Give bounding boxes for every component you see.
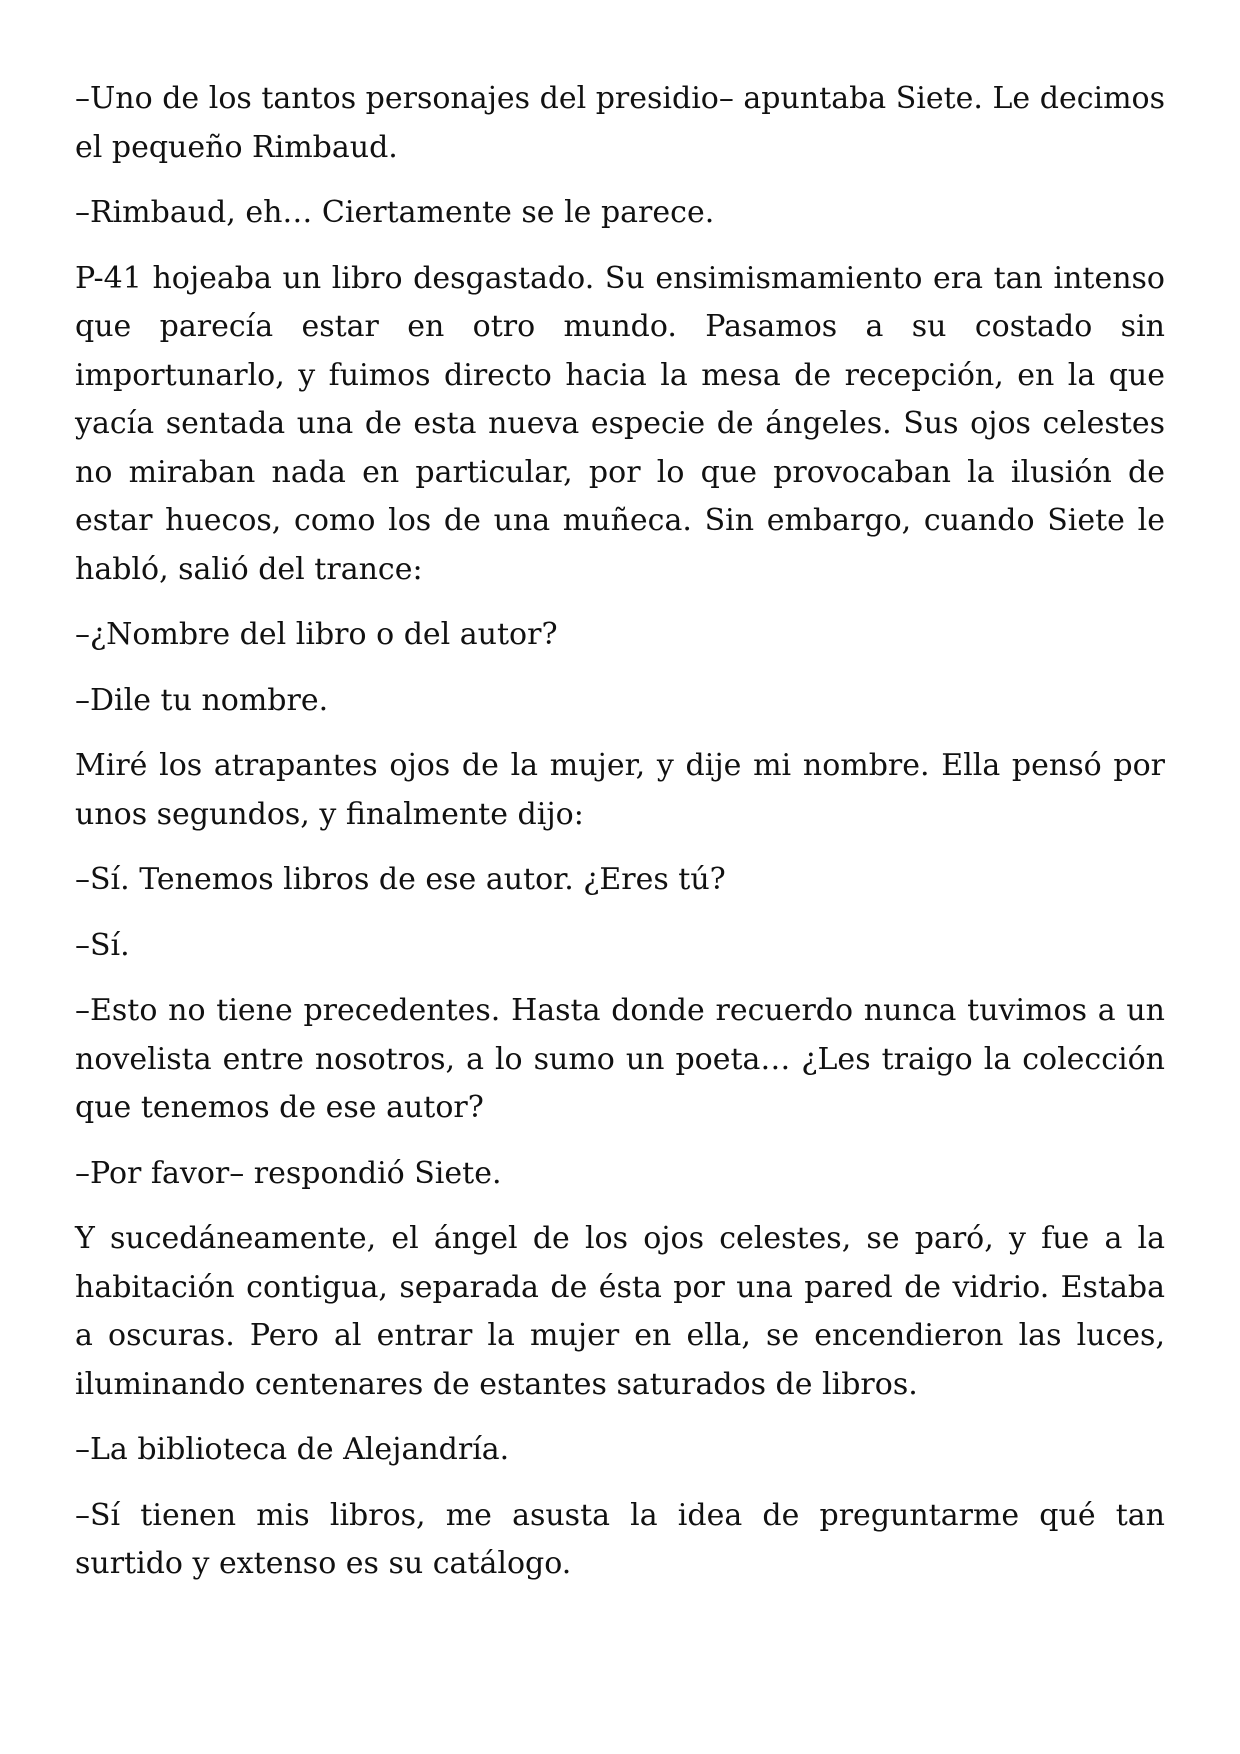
paragraph-4: –¿Nombre del libro o del autor? [75, 617, 558, 652]
paragraph-12: –La biblioteca de Alejandría. [75, 1432, 510, 1467]
paragraph-2: –Rimbaud, eh… Ciertamente se le parece. [75, 195, 715, 230]
paragraph-9: –Esto no tiene precedentes. Hasta donde recuerdo nunca tuvimos a un novelista entre nosotros, a lo sumo un poeta… ¿Les traigo la colección que tenemos de ese autor? [75, 993, 1165, 1125]
paragraph-11: Y sucedáneamente, el ángel de los ojos celestes, se paró, y fue a la habitación contigua, separada de ésta por una pared de vidrio. Estaba a oscuras. Pero al entrar la mujer en ella, se encendieron las luces, iluminando centenares de estantes saturados de libros. [75, 1221, 1165, 1402]
paragraph-8: –Sí. [75, 927, 130, 963]
paragraph-6: Miré los atrapantes ojos de la mujer, y dije mi nombre. Ella pensó por unos segundos, y finalmente dijo: [75, 748, 1165, 832]
paragraph-7: –Sí. Tenemos libros de ese autor. ¿Eres tú? [75, 862, 726, 897]
paragraph-13: –Sí tienen mis libros, me asusta la idea de preguntarme qué tan surtido y extenso es su catálogo. [75, 1497, 1165, 1581]
page-body [75, 75, 1165, 1606]
paragraph-5: –Dile tu nombre. [75, 682, 329, 718]
paragraph-1: –Uno de los tantos personajes del presidio– apuntaba Siete. Le decimos el pequeño Rimbaud. [75, 81, 1165, 165]
paragraph-3: P-41 hojeaba un libro desgastado. Su ensimismamiento era tan intenso que parecía estar en otro mundo. Pasamos a su costado sin importunarlo, y fuimos directo hacia la mesa de recepción, en la que yacía sentada una de esta nueva especie de ángeles. Sus ojos celestes no miraban nada en particular, por lo que provocaban la ilusión de estar huecos, como los de una muñeca. Sin embargo, cuando Siete le habló, salió del trance: [75, 260, 1165, 587]
paragraph-10: –Por favor– respondió Siete. [75, 1155, 502, 1191]
